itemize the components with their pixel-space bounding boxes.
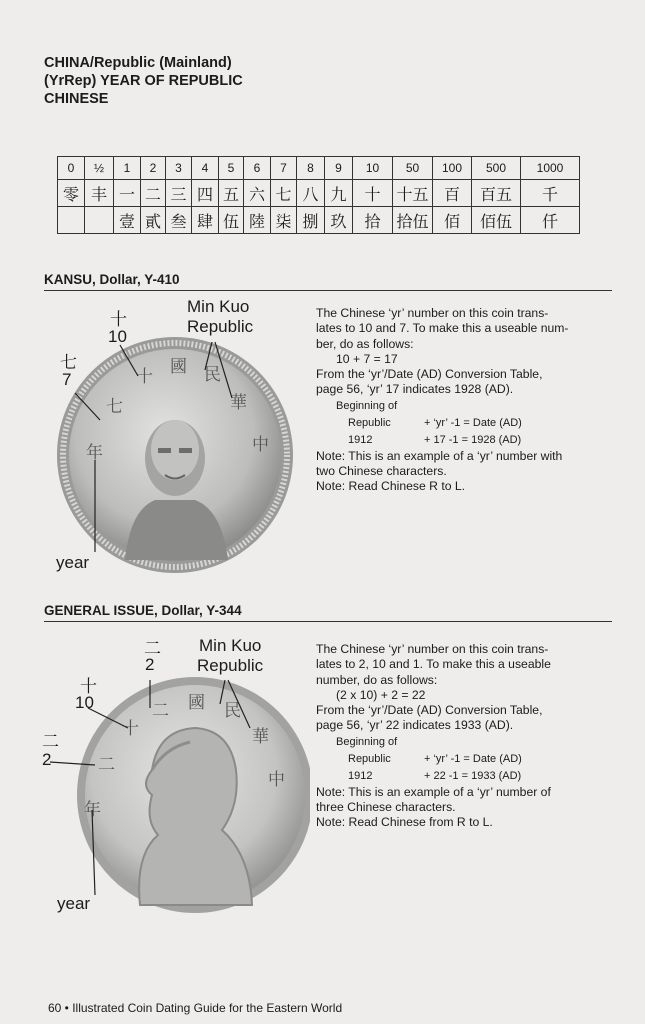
numeral-cell: 陸 [244, 207, 271, 234]
numeral-cell: 伍 [219, 207, 244, 234]
coin2-char: 中 [268, 770, 285, 790]
calc-header: Republic [348, 752, 391, 765]
numeral-cell: 六 [244, 180, 271, 207]
numeral-cell [58, 207, 85, 234]
text-line: From the ‘yr’/Date (AD) Conversion Table, [316, 703, 543, 718]
numeral-cell: 6 [244, 157, 271, 180]
section2-title: GENERAL ISSUE, Dollar, Y-344 [44, 603, 242, 618]
text-line: page 56, ‘yr’ 17 indicates 1928 (AD). [316, 382, 514, 397]
text-line: 10 + 7 = 17 [336, 351, 398, 366]
numeral-cell: 7 [271, 157, 297, 180]
label-char-ten: 十 [110, 310, 127, 330]
text-line: two Chinese characters. [316, 464, 447, 479]
numeral-cell: ½ [85, 157, 114, 180]
numeral-cell: 百五 [472, 180, 521, 207]
text-line: The Chinese ‘yr’ number on this coin trans- [316, 642, 549, 656]
label-republic: Republic [197, 656, 264, 675]
numeral-cell: 柒 [271, 207, 297, 234]
numeral-cell: 八 [297, 180, 325, 207]
numeral-cell: 拾 [353, 207, 393, 234]
page-header [44, 54, 243, 108]
coin1-char: 國 [170, 357, 187, 377]
label-min-kuo: Min Kuo [187, 297, 250, 316]
calc-header: + ‘yr’ -1 = Date (AD) [424, 416, 522, 429]
numeral-cell: 0 [58, 157, 85, 180]
header-line-1: CHINA/Republic (Mainland) [44, 55, 232, 71]
header-line-2: (YrRep) YEAR OF REPUBLIC [44, 73, 243, 89]
numeral-table [57, 156, 580, 234]
numeral-cell: 10 [353, 157, 393, 180]
coin2-char: 二 [152, 701, 169, 721]
label-republic: Republic [187, 317, 254, 336]
numeral-row-formal [58, 207, 580, 234]
numeral-cell: 1000 [521, 157, 580, 180]
numeral-cell: 100 [433, 157, 472, 180]
text-line: page 56, ‘yr’ 22 indicates 1933 (AD). [316, 718, 514, 733]
numeral-cell: 三 [166, 180, 192, 207]
coin2-char: 民 [224, 701, 241, 721]
numeral-cell: 貳 [141, 207, 166, 234]
numeral-cell: 5 [219, 157, 244, 180]
numeral-cell: 百 [433, 180, 472, 207]
numeral-cell: 七 [271, 180, 297, 207]
text-line: From the ‘yr’/Date (AD) Conversion Table, [316, 367, 543, 382]
coin2-char: 華 [252, 727, 269, 747]
calc-header: Republic [348, 416, 391, 429]
label-year: year [56, 553, 90, 572]
label-char-two-left: 二 [42, 732, 59, 752]
coin2-char: 年 [84, 800, 101, 820]
numeral-cell: 50 [393, 157, 433, 180]
label-num-two-left: 2 [42, 750, 52, 769]
label-num-ten: 10 [75, 693, 94, 712]
coin1-char: 十 [136, 367, 153, 387]
label-num-two-top: 2 [145, 655, 155, 674]
text-line: Note: This is an example of a ‘yr’ number with [316, 448, 563, 463]
coin-kansu-dollar [40, 290, 310, 590]
numeral-cell: 五 [219, 180, 244, 207]
text-line: number, do as follows: [316, 672, 438, 687]
label-char-seven: 七 [60, 353, 77, 373]
calc-header: Beginning of [336, 735, 398, 748]
numeral-cell: 十五 [393, 180, 433, 207]
numeral-cell: 叁 [166, 207, 192, 234]
numeral-cell: 千 [521, 180, 580, 207]
numeral-cell: 玖 [325, 207, 353, 234]
calc-value: + 22 -1 = 1933 (AD) [424, 769, 522, 782]
coin1-char: 七 [106, 397, 123, 417]
text-line: The Chinese ‘yr’ number on this coin trans- [316, 306, 549, 320]
numeral-cell: 9 [325, 157, 353, 180]
text-line: lates to 2, 10 and 1. To make this a useable [316, 657, 551, 672]
numeral-cell: 500 [472, 157, 521, 180]
coin2-char: 二 [98, 755, 115, 775]
section2-rule [44, 621, 612, 622]
numeral-cell: 丰 [85, 180, 114, 207]
numeral-cell: 2 [141, 157, 166, 180]
text-line: Note: Read Chinese R to L. [316, 479, 466, 494]
header-line-3: CHINESE [44, 91, 109, 107]
numeral-cell: 壹 [114, 207, 141, 234]
coin1-char: 年 [86, 443, 103, 463]
calc-value: + 17 -1 = 1928 (AD) [424, 433, 522, 446]
text-line: three Chinese characters. [316, 800, 456, 815]
coin2-char: 十 [122, 719, 139, 739]
section1-calculation [316, 398, 616, 449]
label-min-kuo: Min Kuo [199, 636, 262, 655]
numeral-cell: 零 [58, 180, 85, 207]
numeral-cell: 仟 [521, 207, 580, 234]
numeral-row-common [58, 180, 580, 207]
numeral-cell: 3 [166, 157, 192, 180]
section2-calculation [316, 734, 616, 785]
label-num-ten: 10 [108, 327, 127, 346]
numeral-cell: 二 [141, 180, 166, 207]
numeral-cell: 1 [114, 157, 141, 180]
page-footer: 60 • Illustrated Coin Dating Guide for the Eastern World [48, 1001, 343, 1015]
numeral-cell: 佰伍 [472, 207, 521, 234]
label-char-ten: 十 [80, 677, 97, 697]
coin2-char: 國 [188, 693, 205, 713]
numeral-cell: 九 [325, 180, 353, 207]
numeral-cell: 8 [297, 157, 325, 180]
calc-header: + ‘yr’ -1 = Date (AD) [424, 752, 522, 765]
numeral-row-numbers [58, 157, 580, 180]
numeral-cell: 捌 [297, 207, 325, 234]
coin1-char: 中 [252, 435, 269, 455]
numeral-cell: 4 [192, 157, 219, 180]
section1-text [316, 306, 616, 495]
section1-title: KANSU, Dollar, Y-410 [44, 272, 180, 287]
text-line: Note: This is an example of a ‘yr’ number of [316, 784, 551, 799]
label-char-two-top: 二 [144, 639, 161, 659]
numeral-cell: 四 [192, 180, 219, 207]
calc-header: Beginning of [336, 399, 398, 412]
text-line: Note: Read Chinese from R to L. [316, 815, 493, 830]
calc-value: 1912 [348, 769, 373, 782]
text-line: ber, do as follows: [316, 336, 414, 351]
coin1-char: 華 [230, 393, 247, 413]
text-line: (2 x 10) + 2 = 22 [336, 687, 426, 702]
calc-value: 1912 [348, 433, 373, 446]
coin1-char: 民 [204, 365, 221, 385]
numeral-cell: 十 [353, 180, 393, 207]
numeral-cell: 一 [114, 180, 141, 207]
label-num-seven: 7 [62, 370, 72, 389]
section2-text [316, 642, 616, 831]
numeral-cell [85, 207, 114, 234]
numeral-cell: 拾伍 [393, 207, 433, 234]
numeral-cell: 佰 [433, 207, 472, 234]
text-line: lates to 10 and 7. To make this a useable num- [316, 321, 569, 336]
label-year: year [57, 894, 91, 913]
numeral-cell: 肆 [192, 207, 219, 234]
